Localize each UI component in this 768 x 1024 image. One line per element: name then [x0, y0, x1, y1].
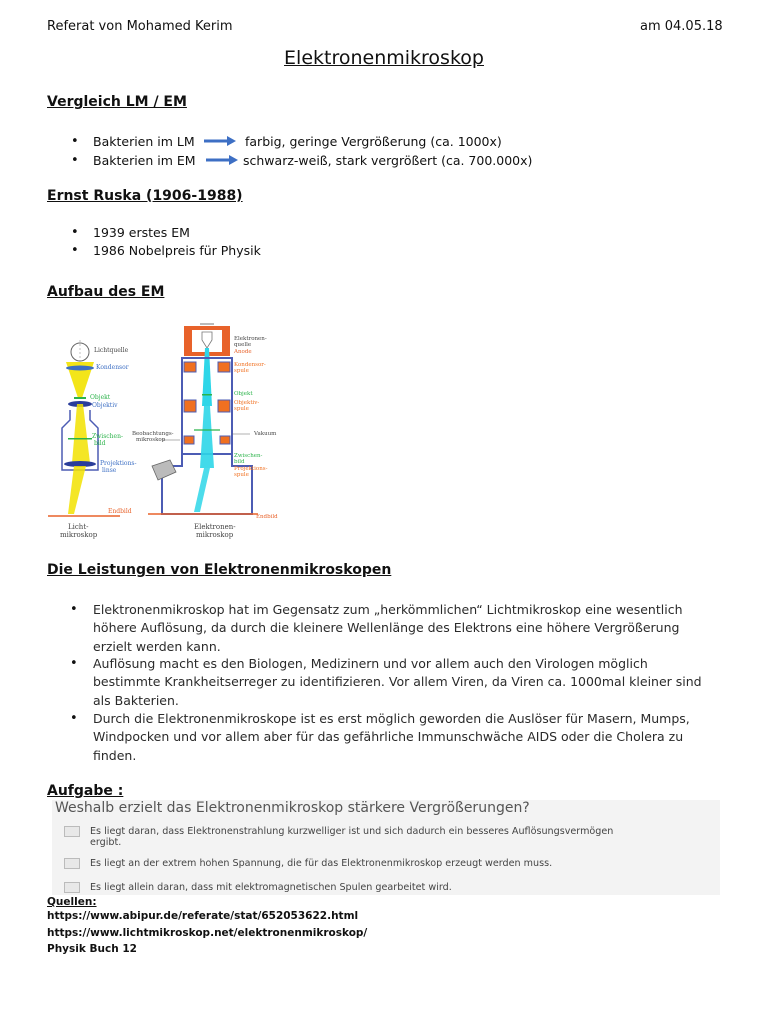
diagram-label: Elektronen-	[234, 336, 267, 342]
heading-performance: Die Leistungen von Elektronenmikroskopen	[47, 562, 392, 578]
list-item-label: Bakterien im LM	[93, 134, 195, 149]
diagram-label: Kondensor	[96, 364, 129, 371]
condenser-lens	[66, 366, 94, 371]
paragraph-line: finden.	[93, 747, 137, 763]
quiz-option-line: Es liegt daran, dass Elektronenstrahlung kurzwelliger ist und sich dadurch ein besseres Auflösungsvermögen	[90, 826, 614, 837]
paragraph-line: Durch die Elektronenmikroskope ist es erst möglich geworden die Auslöser für Masern, Mumps,	[93, 711, 690, 726]
quiz-checkbox[interactable]	[64, 858, 80, 869]
list-item	[71, 133, 693, 151]
list-item-text: 1986 Nobelpreis für Physik	[93, 243, 261, 258]
diagram-label: Zwischen-	[92, 433, 123, 440]
heading-comparison: Vergleich LM / EM	[47, 94, 187, 110]
electron-beam	[202, 348, 212, 406]
diagram-label: Kondensor-	[234, 362, 266, 368]
quiz-option[interactable]	[90, 858, 720, 869]
diagram-label: Beobachtungs-	[132, 431, 174, 437]
list-item	[71, 224, 190, 242]
bullet-icon: •	[70, 602, 78, 617]
bullet-icon: •	[71, 153, 79, 168]
quiz-question: Weshalb erzielt das Elektronenmikroskop stärkere Vergrößerungen?	[55, 800, 530, 816]
diagram-label: spule	[234, 406, 249, 412]
list-item-label: Bakterien im EM	[93, 153, 196, 168]
diagram-label: Zwischen-	[234, 453, 263, 459]
paragraph-line: Windpocken und vor allem aber für das gefährliche Immunschwäche AIDS oder die Cholera zu	[93, 729, 684, 745]
bullet-icon: •	[71, 225, 79, 240]
observation-scope	[152, 460, 176, 480]
page-title: Elektronenmikroskop	[284, 47, 484, 69]
diagram-label: bild	[234, 459, 245, 465]
paragraph-item	[70, 601, 713, 656]
paragraph-line: als Bakterien.	[93, 692, 179, 708]
diagram-caption: mikroskop	[196, 531, 234, 539]
source-link[interactable]: https://www.abipur.de/referate/stat/652053622.html	[47, 910, 359, 922]
paragraph-line: höhere Auflösung, da durch die kleinere Wellenlänge des Elektrons eine höhere Vergrößerung	[93, 620, 680, 636]
diagram-label: Projektions-	[100, 460, 137, 467]
diagram-caption: Licht-	[68, 523, 89, 531]
electron-microscope-diagram	[132, 324, 278, 539]
quiz-option-line: Es liegt allein daran, dass mit elektromagnetischen Spulen gearbeitet wird.	[90, 882, 452, 893]
paragraph-line: bestimmte Krankheitserreger zu identifizieren. Vor allem Viren, da Viren ca. 1000mal kleiner sind	[93, 674, 702, 690]
bullet-icon: •	[71, 243, 79, 258]
diagram-label: Vakuum	[254, 431, 277, 437]
bullet-icon: •	[70, 711, 78, 726]
paragraph-item	[70, 655, 713, 710]
diagram-label: Endbild	[256, 514, 278, 520]
source-item: Physik Buch 12	[47, 943, 137, 955]
paragraph-item	[70, 710, 713, 765]
diagram-label: Lichtquelle	[94, 347, 129, 354]
heading-task: Aufgabe :	[47, 783, 124, 799]
diagram-label: Objektiv-	[234, 400, 260, 406]
bullet-icon: •	[71, 134, 79, 149]
diagram-label: spule	[234, 472, 249, 478]
quiz-option-line: Es liegt an der extrem hohen Spannung, die für das Elektronenmikroskop erzeugt werden muss.	[90, 858, 553, 869]
diagram-label: Objektiv	[92, 402, 118, 409]
source-link[interactable]: https://www.lichtmikroskop.net/elektronenmikroskop/	[47, 927, 368, 939]
diagram-label: Projektions-	[234, 466, 268, 472]
heading-structure: Aufbau des EM	[47, 284, 165, 300]
diagram-caption: mikroskop	[60, 531, 98, 539]
arrow-right-icon	[204, 136, 236, 146]
diagram-caption: Elektronen-	[194, 523, 236, 531]
heading-ruska: Ernst Ruska (1906-1988)	[47, 188, 243, 204]
header-author: Referat von Mohamed Kerim	[47, 19, 233, 34]
paragraph-line: Auflösung macht es den Biologen, Medizinern und vor allem auch den Virologen möglich	[93, 656, 648, 671]
list-item	[71, 152, 693, 170]
diagram-label: mikroskop	[136, 437, 166, 443]
light-microscope-diagram	[48, 340, 136, 539]
quiz-option[interactable]	[90, 826, 720, 848]
paragraph-line: erzielt werden kann.	[93, 638, 221, 654]
diagram-label: Objekt	[234, 391, 253, 397]
quiz-option-line: ergibt.	[90, 837, 122, 848]
paragraph-line: Elektronenmikroskop hat im Gegensatz zum „herkömmlichen“ Lichtmikroskop eine wesentlich	[93, 602, 683, 617]
diagram-label: Endbild	[108, 508, 132, 515]
list-item-text: 1939 erstes EM	[93, 225, 190, 240]
bullet-icon: •	[70, 656, 78, 671]
quiz-panel	[52, 800, 720, 895]
arrow-right-icon	[206, 155, 238, 165]
quiz-option[interactable]	[90, 882, 720, 893]
diagram-label: quelle	[234, 342, 252, 348]
list-item-text: schwarz-weiß, stark vergrößert (ca. 700.000x)	[243, 153, 533, 168]
diagram-label: Anode	[234, 349, 252, 355]
quiz-checkbox[interactable]	[64, 882, 80, 893]
header-date: am 04.05.18	[640, 19, 723, 34]
diagram-label: bild	[94, 440, 106, 447]
list-item-text: farbig, geringe Vergrößerung (ca. 1000x)	[245, 134, 502, 149]
sources-heading: Quellen:	[47, 896, 97, 908]
microscope-diagram	[44, 318, 290, 544]
list-item	[71, 242, 261, 260]
diagram-label: spule	[234, 368, 249, 374]
diagram-label: linse	[102, 467, 117, 474]
diagram-label: Objekt	[90, 394, 111, 401]
quiz-checkbox[interactable]	[64, 826, 80, 837]
